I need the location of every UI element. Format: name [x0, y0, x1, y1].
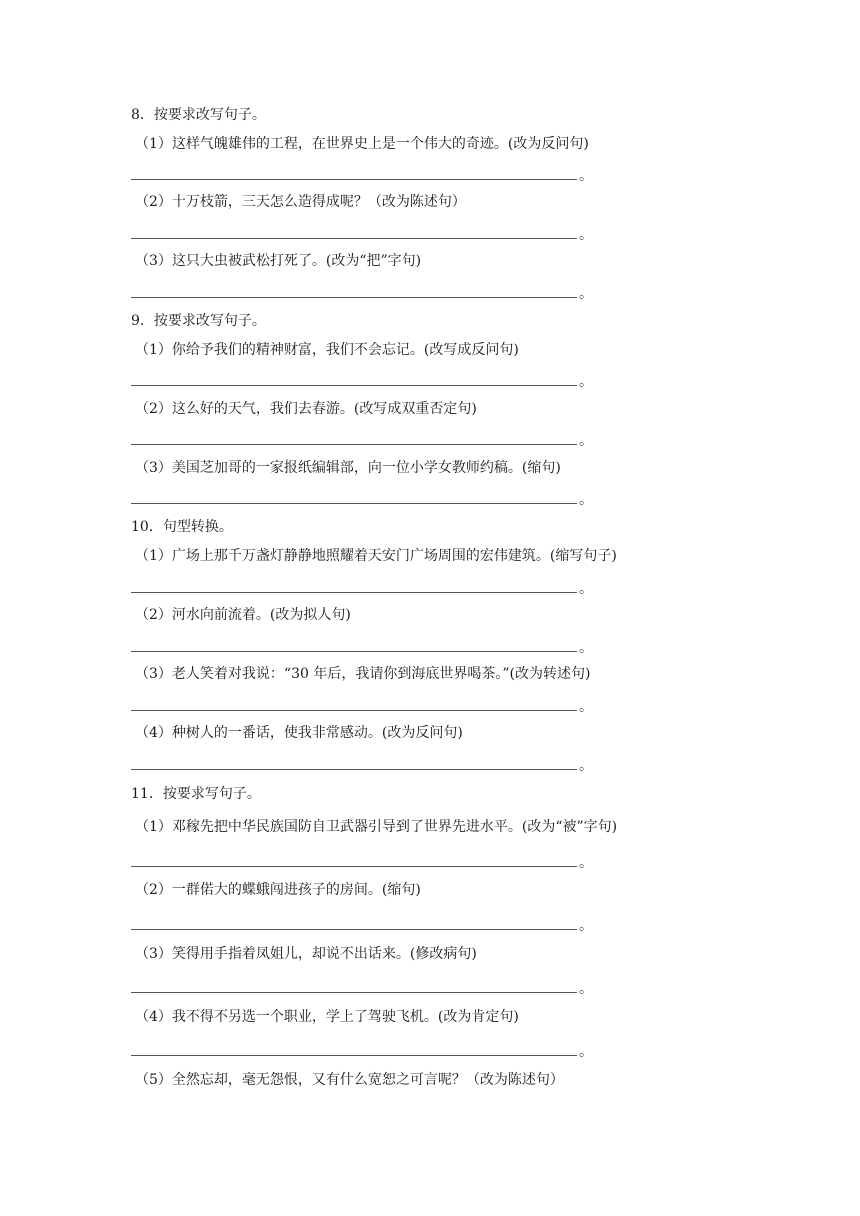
- answer-line[interactable]: [131, 929, 577, 930]
- answer-period: 。: [579, 918, 593, 934]
- exercise-prompt: （3）美国芝加哥的一家报纸编辑部，向一位小学女教师约稿。(缩句): [135, 460, 561, 476]
- exercise-prompt: （1）邓稼先把中华民族国防自卫武器引导到了世界先进水平。(改为“被”字句): [135, 819, 618, 835]
- answer-period: 。: [579, 699, 593, 715]
- exercise-prompt: （1）你给予我们的精神财富，我们不会忘记。(改写成反问句): [135, 342, 519, 358]
- answer-period: 。: [579, 433, 593, 449]
- answer-line[interactable]: [131, 444, 577, 445]
- answer-line[interactable]: [131, 710, 577, 711]
- answer-period: 。: [579, 168, 593, 184]
- exercise-prompt: （4）种树人的一番话，使我非常感动。(改为反问句): [135, 725, 463, 741]
- answer-line[interactable]: [131, 592, 577, 593]
- section-heading: 9．按要求改写句子。: [131, 313, 266, 329]
- answer-period: 。: [579, 581, 593, 597]
- exercise-prompt: （4）我不得不另选一个职业，学上了驾驶飞机。(改为肯定句): [135, 1009, 519, 1025]
- answer-period: 。: [579, 1044, 593, 1060]
- answer-line[interactable]: [131, 503, 577, 504]
- answer-line[interactable]: [131, 297, 577, 298]
- answer-line[interactable]: [131, 179, 577, 180]
- exercise-prompt: （1）广场上那千万盏灯静静地照耀着天安门广场周围的宏伟建筑。(缩写句子): [135, 548, 617, 564]
- answer-line[interactable]: [131, 1055, 577, 1056]
- exercise-prompt: （2）河水向前流着。(改为拟人句): [135, 607, 351, 623]
- exercise-prompt: （2）十万枝箭，三天怎么造得成呢？（改为陈述句）: [135, 194, 466, 210]
- exercise-prompt: （3）笑得用手指着凤姐儿，却说不出话来。(修改病句): [135, 946, 477, 962]
- answer-line[interactable]: [131, 238, 577, 239]
- answer-line[interactable]: [131, 866, 577, 867]
- section-heading: 10．句型转换。: [131, 519, 233, 535]
- answer-line[interactable]: [131, 385, 577, 386]
- answer-period: 。: [579, 492, 593, 508]
- answer-period: 。: [579, 981, 593, 997]
- answer-period: 。: [579, 374, 593, 390]
- answer-period: 。: [579, 227, 593, 243]
- section-heading: 8．按要求改写句子。: [131, 107, 266, 123]
- exercise-prompt: （2）这么好的天气，我们去春游。(改写成双重否定句): [135, 401, 477, 417]
- answer-period: 。: [579, 855, 593, 871]
- answer-line[interactable]: [131, 992, 577, 993]
- answer-period: 。: [579, 758, 593, 774]
- exercise-prompt: （2）一群偌大的蝶蛾闯进孩子的房间。(缩句): [135, 882, 421, 898]
- section-heading: 11．按要求写句子。: [131, 786, 261, 802]
- exercise-prompt: （3）这只大虫被武松打死了。(改为“把”字句): [135, 253, 422, 269]
- answer-line[interactable]: [131, 769, 577, 770]
- exercise-prompt: （1）这样气魄雄伟的工程，在世界史上是一个伟大的奇迹。(改为反问句): [135, 136, 589, 152]
- answer-period: 。: [579, 286, 593, 302]
- exercise-prompt: （5）全然忘却，毫无怨恨，又有什么宽恕之可言呢？（改为陈述句）: [135, 1072, 564, 1088]
- exercise-prompt: （3）老人笑着对我说：“30 年后，我请你到海底世界喝茶。”(改为转述句): [135, 666, 591, 682]
- answer-line[interactable]: [131, 651, 577, 652]
- answer-period: 。: [579, 640, 593, 656]
